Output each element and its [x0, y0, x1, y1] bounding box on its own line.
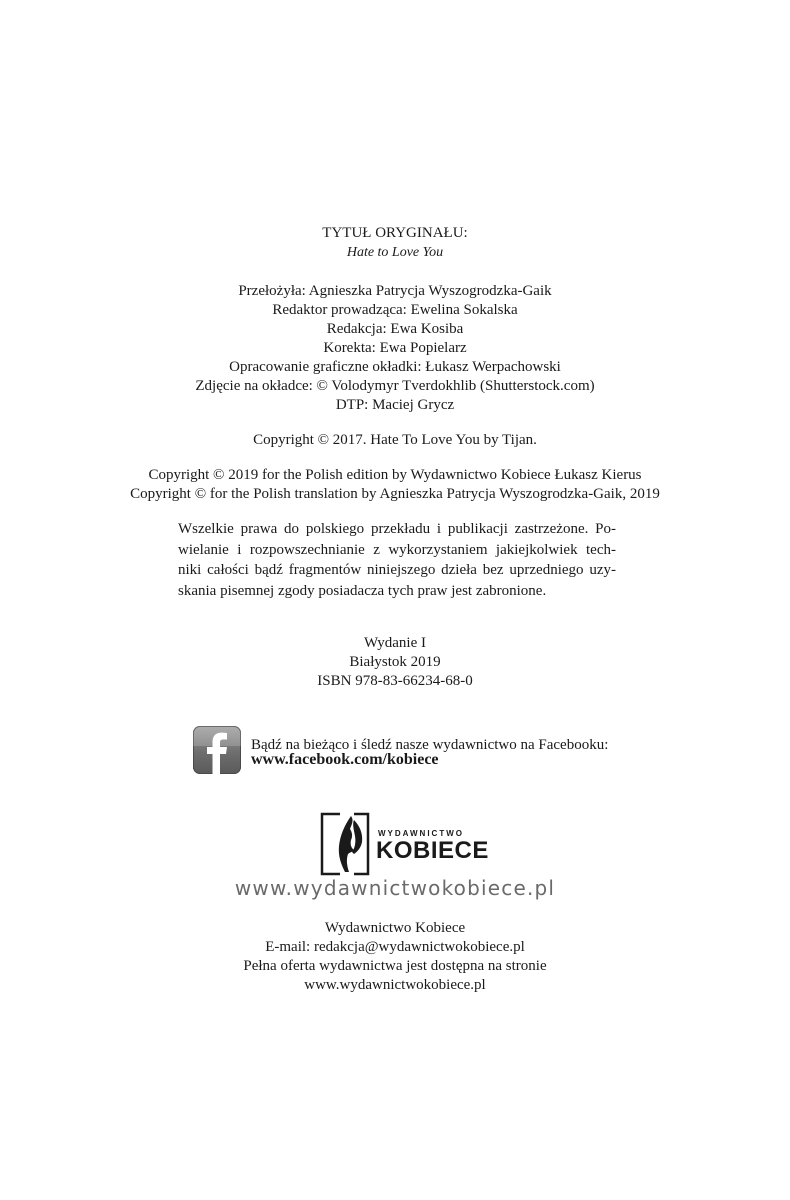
rights-line: Wszelkie prawa do polskiego przekładu i publikacji zastrzeżone. Po- — [178, 521, 616, 537]
copyright-polish-edition: Copyright © 2019 for the Polish edition by Wydawnictwo Kobiece Łukasz Kierus — [148, 467, 642, 483]
contact-email: E-mail: redakcja@wydawnictwokobiece.pl — [265, 939, 525, 955]
edition-place-year: Białystok 2019 — [349, 654, 441, 670]
credit-proofreading: Korekta: Ewa Popielarz — [323, 340, 467, 356]
isbn: ISBN 978-83-66234-68-0 — [317, 673, 473, 689]
original-title-heading: TYTUŁ ORYGINAŁU: — [322, 225, 468, 241]
contact-website: www.wydawnictwokobiece.pl — [304, 977, 486, 993]
credit-lead-editor: Redaktor prowadząca: Ewelina Sokalska — [272, 302, 518, 318]
contact-offer: Pełna oferta wydawnictwa jest dostępna na stronie — [243, 958, 547, 974]
credit-editing: Redakcja: Ewa Kosiba — [326, 321, 464, 337]
logo-label-big: KOBIECE — [376, 837, 489, 864]
copyright-polish-translation: Copyright © for the Polish translation by Agnieszka Patrycja Wyszogrodzka-Gaik, 2019 — [130, 486, 660, 502]
rights-line: skania pisemnej zgody posiadacza tych praw jest zabronione. — [178, 582, 547, 599]
publisher-logo-icon — [320, 812, 374, 882]
credit-dtp: DTP: Maciej Grycz — [335, 397, 455, 413]
credit-cover-photo: Zdjęcie na okładce: © Volodymyr Tverdokhlib (Shutterstock.com) — [195, 378, 595, 394]
publisher-website-link[interactable]: www.wydawnictwokobiece.pl — [234, 876, 556, 900]
logo-label-small: WYDAWNICTWO — [378, 829, 464, 838]
facebook-text: Bądź na bieżąco i śledź nasze wydawnictwo na Facebooku: — [251, 737, 609, 753]
facebook-icon[interactable] — [193, 726, 241, 774]
rights-paragraph — [178, 519, 616, 601]
edition-number: Wydanie I — [364, 635, 426, 651]
contact-publisher: Wydawnictwo Kobiece — [324, 920, 466, 936]
original-title: Hate to Love You — [346, 245, 444, 260]
copyright-original: Copyright © 2017. Hate To Love You by Tijan. — [253, 432, 537, 448]
facebook-link[interactable]: www.facebook.com/kobiece — [251, 751, 439, 768]
credit-translator: Przełożyła: Agnieszka Patrycja Wyszogrodzka-Gaik — [238, 283, 552, 299]
credit-cover-design: Opracowanie graficzne okładki: Łukasz Werpachowski — [229, 359, 561, 375]
rights-line: niki całości bądź fragmentów niniejszego dzieła bez uprzedniego uzy- — [178, 562, 616, 578]
rights-line: wielanie i rozpowszechnianie z wykorzystaniem jakiejkolwiek tech- — [178, 541, 616, 558]
